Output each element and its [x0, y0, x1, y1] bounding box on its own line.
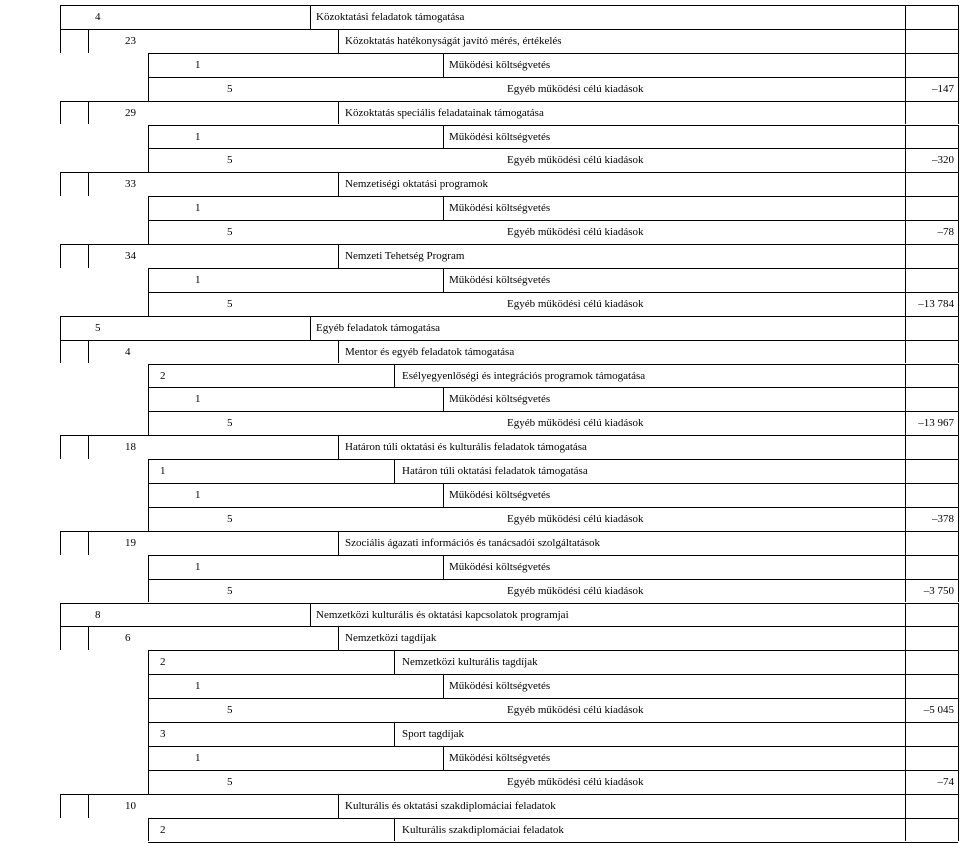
cell-divider — [905, 387, 906, 411]
row-top-border — [148, 650, 958, 651]
cell-divider — [88, 626, 89, 650]
row-code: 5 — [227, 584, 233, 597]
row-top-border — [148, 125, 958, 126]
row-top-border — [60, 531, 958, 532]
cell-divider — [310, 5, 311, 29]
row-label: Szociális ágazati információs és tanácsadói szolgáltatások — [345, 536, 601, 549]
row-label: Működési költségvetés — [449, 680, 551, 693]
cell-divider — [148, 268, 149, 292]
cell-divider — [958, 674, 959, 698]
row-code: 5 — [227, 226, 233, 239]
row-label: Működési költségvetés — [449, 130, 551, 143]
cell-divider — [148, 483, 149, 507]
cell-divider — [905, 459, 906, 483]
cell-divider — [443, 196, 444, 220]
row-code: 5 — [227, 82, 233, 95]
cell-divider — [338, 244, 339, 268]
cell-divider — [443, 53, 444, 77]
row-label: Közoktatás speciális feladatainak támogatása — [345, 106, 544, 119]
row-top-border — [148, 364, 958, 365]
row-amount: –378 — [932, 512, 954, 525]
cell-divider — [443, 483, 444, 507]
cell-divider — [958, 268, 959, 292]
cell-divider — [148, 411, 149, 435]
cell-divider — [60, 101, 61, 125]
row-code: 5 — [227, 704, 233, 717]
cell-divider — [88, 172, 89, 196]
row-amount: –3 750 — [923, 584, 954, 597]
row-amount: –320 — [932, 154, 954, 167]
row-top-border — [60, 172, 958, 173]
cell-divider — [905, 603, 906, 627]
cell-divider — [958, 794, 959, 818]
cell-divider — [905, 364, 906, 388]
row-top-border — [148, 292, 958, 293]
cell-divider — [958, 53, 959, 77]
cell-divider — [958, 579, 959, 603]
row-top-border — [60, 316, 958, 317]
row-top-border — [148, 459, 958, 460]
row-code: 4 — [125, 345, 131, 358]
cell-divider — [958, 483, 959, 507]
row-top-border — [148, 148, 958, 149]
cell-divider — [443, 555, 444, 579]
cell-divider — [60, 794, 61, 818]
row-label: Egyéb feladatok támogatása — [316, 321, 441, 334]
cell-divider — [148, 722, 149, 746]
cell-divider — [905, 172, 906, 196]
cell-divider — [905, 220, 906, 244]
row-top-border — [148, 77, 958, 78]
cell-divider — [148, 148, 149, 172]
cell-divider — [905, 770, 906, 794]
cell-divider — [60, 626, 61, 650]
row-code: 2 — [160, 369, 166, 382]
cell-divider — [958, 722, 959, 746]
row-label: Működési költségvetés — [449, 273, 551, 286]
cell-divider — [905, 794, 906, 818]
row-code: 5 — [227, 775, 233, 788]
row-label: Egyéb működési célú kiadások — [507, 584, 644, 597]
cell-divider — [958, 172, 959, 196]
cell-divider — [338, 172, 339, 196]
row-top-border — [148, 579, 958, 580]
row-label: Mentor és egyéb feladatok támogatása — [345, 345, 515, 358]
cell-divider — [905, 316, 906, 340]
cell-divider — [394, 722, 395, 746]
row-top-border — [148, 818, 958, 819]
cell-divider — [310, 316, 311, 340]
row-top-border — [60, 435, 958, 436]
row-top-border — [60, 5, 958, 6]
cell-divider — [148, 555, 149, 579]
cell-divider — [958, 77, 959, 101]
cell-divider — [958, 698, 959, 722]
cell-divider — [958, 220, 959, 244]
cell-divider — [338, 626, 339, 650]
cell-divider — [338, 794, 339, 818]
row-code: 5 — [227, 297, 233, 310]
row-label: Működési költségvetés — [449, 489, 551, 501]
cell-divider — [905, 555, 906, 579]
cell-divider — [338, 29, 339, 53]
cell-divider — [958, 603, 959, 627]
row-top-border — [148, 220, 958, 221]
row-top-border — [148, 674, 958, 675]
cell-divider — [60, 29, 61, 53]
row-code: 1 — [195, 202, 201, 215]
cell-divider — [905, 268, 906, 292]
row-code: 29 — [125, 106, 136, 119]
cell-divider — [958, 387, 959, 411]
row-label: Egyéb működési célú kiadások — [507, 417, 644, 430]
cell-divider — [88, 340, 89, 364]
row-label: Határon túli oktatási és kulturális feladatok támogatása — [345, 441, 587, 454]
row-code: 1 — [195, 273, 201, 286]
cell-divider — [958, 316, 959, 340]
cell-divider — [958, 770, 959, 794]
row-top-border — [148, 387, 958, 388]
cell-divider — [443, 674, 444, 698]
row-top-border — [60, 794, 958, 795]
row-code: 2 — [160, 656, 166, 669]
table-bottom-border — [148, 842, 958, 843]
row-code: 1 — [195, 393, 201, 406]
cell-divider — [905, 579, 906, 603]
cell-divider — [905, 411, 906, 435]
cell-divider — [148, 387, 149, 411]
row-label: Nemzetiségi oktatási programok — [345, 178, 488, 191]
row-top-border — [148, 507, 958, 508]
cell-divider — [958, 364, 959, 388]
row-code: 23 — [125, 34, 136, 47]
cell-divider — [905, 746, 906, 770]
cell-divider — [88, 101, 89, 125]
cell-divider — [394, 818, 395, 842]
cell-divider — [60, 5, 61, 29]
row-top-border — [148, 746, 958, 747]
row-label: Működési költségvetés — [449, 393, 551, 406]
cell-divider — [905, 531, 906, 555]
cell-divider — [88, 794, 89, 818]
cell-divider — [958, 340, 959, 364]
cell-divider — [958, 125, 959, 149]
row-code: 5 — [227, 154, 233, 167]
row-amount: –5 045 — [923, 704, 954, 717]
row-top-border — [60, 101, 958, 102]
cell-divider — [60, 340, 61, 364]
row-code: 1 — [195, 680, 201, 693]
row-label: Esélyegyenlőségi és integrációs programok támogatása — [402, 369, 646, 382]
cell-divider — [905, 483, 906, 507]
row-top-border — [148, 411, 958, 412]
row-code: 10 — [125, 799, 136, 812]
cell-divider — [310, 603, 311, 627]
row-label: Egyéb működési célú kiadások — [507, 226, 644, 239]
cell-divider — [905, 507, 906, 531]
cell-divider — [958, 29, 959, 53]
row-code: 3 — [160, 728, 166, 740]
cell-divider — [958, 531, 959, 555]
cell-divider — [905, 196, 906, 220]
cell-divider — [60, 435, 61, 459]
row-amount: –147 — [932, 82, 954, 95]
row-label: Működési költségvetés — [449, 751, 551, 764]
row-top-border — [148, 770, 958, 771]
row-label: Egyéb működési célú kiadások — [507, 704, 644, 717]
row-amount: –13 784 — [918, 297, 954, 310]
cell-divider — [394, 364, 395, 388]
cell-divider — [905, 148, 906, 172]
cell-divider — [905, 698, 906, 722]
row-label: Sport tagdíjak — [402, 728, 465, 740]
row-code: 18 — [125, 441, 136, 454]
cell-divider — [443, 746, 444, 770]
row-code: 5 — [227, 512, 233, 525]
row-top-border — [148, 555, 958, 556]
cell-divider — [148, 77, 149, 101]
row-label: Egyéb működési célú kiadások — [507, 512, 644, 525]
cell-divider — [905, 77, 906, 101]
cell-divider — [60, 172, 61, 196]
cell-divider — [958, 196, 959, 220]
cell-divider — [905, 674, 906, 698]
cell-divider — [905, 5, 906, 29]
row-code: 1 — [195, 751, 201, 764]
cell-divider — [60, 244, 61, 268]
cell-divider — [148, 364, 149, 388]
cell-divider — [958, 292, 959, 316]
row-label: Határon túli oktatási feladatok támogatása — [402, 465, 588, 478]
row-amount: –78 — [937, 226, 954, 239]
cell-divider — [958, 459, 959, 483]
row-label: Egyéb működési célú kiadások — [507, 82, 644, 95]
cell-divider — [88, 29, 89, 53]
cell-divider — [958, 411, 959, 435]
cell-divider — [958, 244, 959, 268]
cell-divider — [905, 626, 906, 650]
row-top-border — [148, 53, 958, 54]
row-top-border — [60, 626, 958, 627]
row-top-border — [148, 196, 958, 197]
row-label: Egyéb működési célú kiadások — [507, 154, 644, 167]
cell-divider — [148, 220, 149, 244]
cell-divider — [394, 459, 395, 483]
cell-divider — [958, 626, 959, 650]
cell-divider — [148, 698, 149, 722]
row-label: Kulturális és oktatási szakdiplomáciai feladatok — [345, 799, 556, 812]
cell-divider — [148, 459, 149, 483]
row-label: Közoktatás hatékonyságát javító mérés, értékelés — [345, 34, 562, 47]
row-code: 34 — [125, 250, 136, 262]
cell-divider — [958, 507, 959, 531]
row-label: Nemzeti Tehetség Program — [345, 250, 465, 262]
row-label: Nemzetközi kulturális tagdíjak — [402, 656, 538, 669]
cell-divider — [60, 531, 61, 555]
cell-divider — [60, 603, 61, 627]
cell-divider — [905, 244, 906, 268]
cell-divider — [905, 722, 906, 746]
cell-divider — [338, 435, 339, 459]
cell-divider — [958, 5, 959, 29]
row-label: Működési költségvetés — [449, 560, 551, 573]
cell-divider — [905, 125, 906, 149]
cell-divider — [905, 818, 906, 842]
cell-divider — [338, 340, 339, 364]
cell-divider — [905, 650, 906, 674]
cell-divider — [905, 101, 906, 125]
row-code: 8 — [95, 608, 101, 621]
row-label: Kulturális szakdiplomáciai feladatok — [402, 823, 564, 836]
cell-divider — [394, 650, 395, 674]
row-code: 5 — [95, 321, 101, 334]
cell-divider — [905, 53, 906, 77]
cell-divider — [958, 101, 959, 125]
cell-divider — [958, 650, 959, 674]
cell-divider — [88, 531, 89, 555]
cell-divider — [148, 770, 149, 794]
row-label: Közoktatási feladatok támogatása — [316, 11, 465, 23]
row-top-border — [60, 244, 958, 245]
row-top-border — [60, 340, 958, 341]
cell-divider — [443, 268, 444, 292]
cell-divider — [148, 507, 149, 531]
row-label: Egyéb működési célú kiadások — [507, 775, 644, 788]
cell-divider — [443, 125, 444, 149]
row-label: Működési költségvetés — [449, 202, 551, 215]
cell-divider — [148, 53, 149, 77]
cell-divider — [958, 148, 959, 172]
cell-divider — [148, 818, 149, 842]
cell-divider — [60, 316, 61, 340]
cell-divider — [958, 435, 959, 459]
cell-divider — [148, 674, 149, 698]
row-code: 2 — [160, 823, 166, 836]
row-code: 1 — [195, 130, 201, 143]
cell-divider — [958, 746, 959, 770]
row-amount: –13 967 — [918, 417, 954, 430]
row-code: 1 — [195, 489, 201, 501]
cell-divider — [905, 340, 906, 364]
row-label: Nemzetközi kulturális és oktatási kapcsolatok programjai — [316, 608, 569, 621]
row-label: Működési költségvetés — [449, 58, 551, 71]
cell-divider — [148, 196, 149, 220]
cell-divider — [88, 435, 89, 459]
cell-divider — [443, 387, 444, 411]
row-top-border — [148, 268, 958, 269]
cell-divider — [148, 292, 149, 316]
cell-divider — [148, 746, 149, 770]
cell-divider — [148, 650, 149, 674]
cell-divider — [338, 101, 339, 125]
row-top-border — [148, 698, 958, 699]
row-top-border — [148, 722, 958, 723]
row-top-border — [148, 483, 958, 484]
row-code: 1 — [160, 465, 166, 478]
cell-divider — [905, 292, 906, 316]
row-top-border — [60, 603, 958, 604]
cell-divider — [905, 29, 906, 53]
row-code: 33 — [125, 178, 136, 191]
row-code: 5 — [227, 417, 233, 430]
cell-divider — [338, 531, 339, 555]
row-amount: –74 — [937, 775, 954, 788]
row-code: 1 — [195, 58, 201, 71]
row-code: 4 — [95, 11, 101, 23]
row-label: Nemzetközi tagdíjak — [345, 632, 437, 645]
row-code: 19 — [125, 536, 136, 549]
cell-divider — [88, 244, 89, 268]
cell-divider — [905, 435, 906, 459]
row-top-border — [60, 29, 958, 30]
row-code: 1 — [195, 560, 201, 573]
cell-divider — [958, 818, 959, 842]
cell-divider — [958, 555, 959, 579]
cell-divider — [148, 125, 149, 149]
row-code: 6 — [125, 632, 131, 645]
row-label: Egyéb működési célú kiadások — [507, 297, 644, 310]
cell-divider — [148, 579, 149, 603]
